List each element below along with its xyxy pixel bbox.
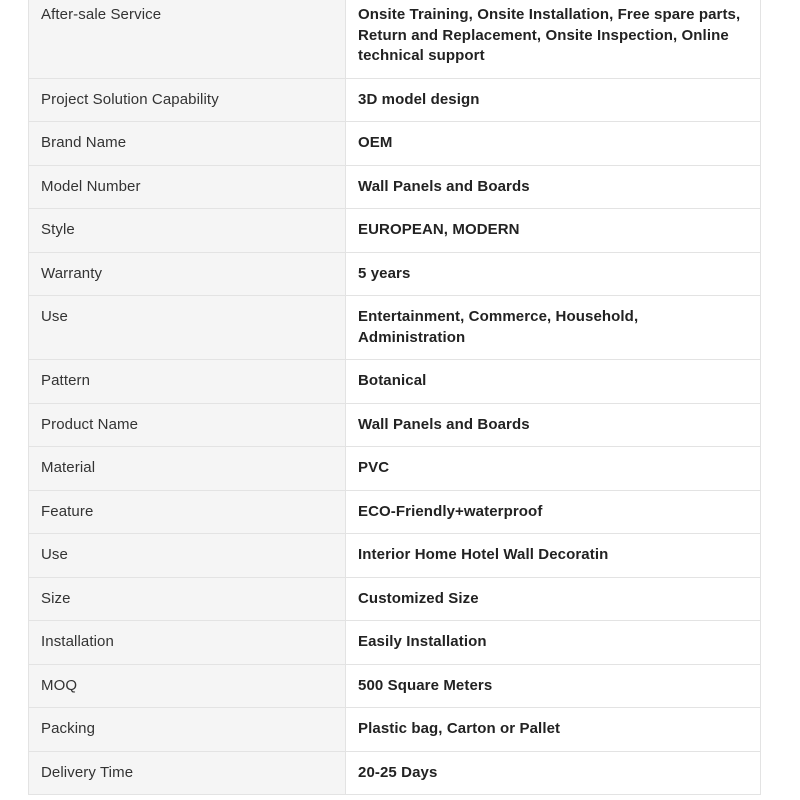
table-row xyxy=(29,78,761,122)
spec-key: Installation xyxy=(29,621,346,665)
spec-key: After-sale Service xyxy=(29,0,346,78)
spec-value: 3D model design xyxy=(346,78,761,122)
table-row xyxy=(29,296,761,360)
spec-value: Customized Size xyxy=(346,577,761,621)
spec-key: Delivery Time xyxy=(29,751,346,795)
spec-value: PVC xyxy=(346,447,761,491)
table-row xyxy=(29,403,761,447)
table-row xyxy=(29,447,761,491)
spec-value: OEM xyxy=(346,122,761,166)
spec-value: Botanical xyxy=(346,360,761,404)
spec-key: Packing xyxy=(29,708,346,752)
table-row xyxy=(29,165,761,209)
spec-key: Size xyxy=(29,577,346,621)
spec-value: Onsite Training, Onsite Installation, Free spare parts, Return and Replacement, Onsite Inspection, Online technical support xyxy=(346,0,761,78)
spec-key: Feature xyxy=(29,490,346,534)
spec-key: Model Number xyxy=(29,165,346,209)
spec-value: 500 Square Meters xyxy=(346,664,761,708)
table-row xyxy=(29,577,761,621)
spec-value: Easily Installation xyxy=(346,621,761,665)
table-row xyxy=(29,0,761,78)
spec-table-body xyxy=(29,0,761,795)
spec-value: ECO-Friendly+waterproof xyxy=(346,490,761,534)
table-row xyxy=(29,490,761,534)
product-spec-table xyxy=(28,0,761,795)
table-row xyxy=(29,209,761,253)
spec-key: Style xyxy=(29,209,346,253)
table-row xyxy=(29,664,761,708)
table-row xyxy=(29,621,761,665)
spec-key: Use xyxy=(29,534,346,578)
spec-key: Pattern xyxy=(29,360,346,404)
spec-key: Project Solution Capability xyxy=(29,78,346,122)
spec-key: Product Name xyxy=(29,403,346,447)
spec-value: 20-25 Days xyxy=(346,751,761,795)
spec-key: MOQ xyxy=(29,664,346,708)
spec-key: Brand Name xyxy=(29,122,346,166)
spec-value: Wall Panels and Boards xyxy=(346,403,761,447)
spec-value: 5 years xyxy=(346,252,761,296)
table-row xyxy=(29,252,761,296)
spec-value: Wall Panels and Boards xyxy=(346,165,761,209)
spec-key: Material xyxy=(29,447,346,491)
table-row xyxy=(29,122,761,166)
table-row xyxy=(29,360,761,404)
spec-value: Interior Home Hotel Wall Decoratin xyxy=(346,534,761,578)
table-row xyxy=(29,751,761,795)
table-row xyxy=(29,708,761,752)
spec-value: Entertainment, Commerce, Household, Administration xyxy=(346,296,761,360)
spec-value: Plastic bag, Carton or Pallet xyxy=(346,708,761,752)
spec-key: Use xyxy=(29,296,346,360)
spec-value: EUROPEAN, MODERN xyxy=(346,209,761,253)
product-spec-table-container xyxy=(28,0,760,795)
spec-key: Warranty xyxy=(29,252,346,296)
table-row xyxy=(29,534,761,578)
